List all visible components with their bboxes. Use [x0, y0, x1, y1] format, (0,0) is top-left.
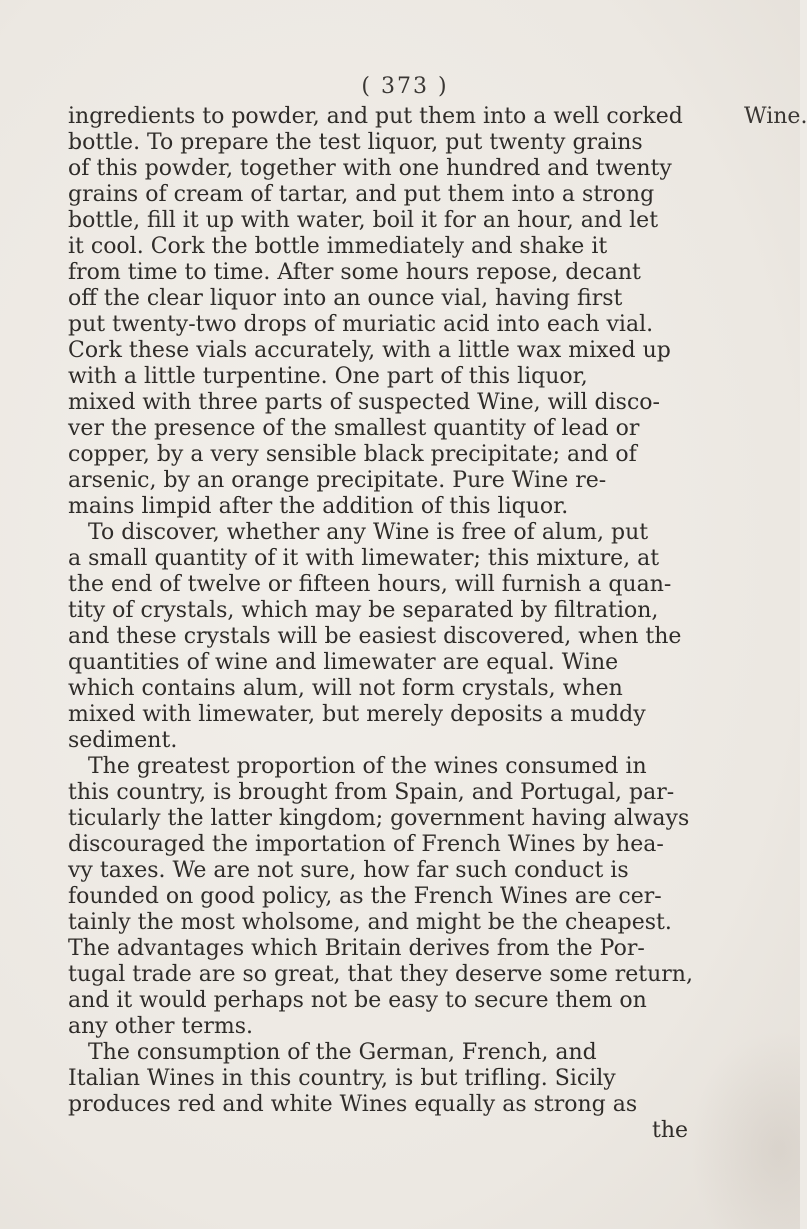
text-line: the [652, 1118, 689, 1143]
text-line: a small quantity of it with limewater; this mixture, at [68, 546, 660, 571]
text-line: arsenic, by an orange precipitate. Pure Wine re- [68, 468, 607, 493]
text-line: ver the presence of the smallest quantity of lead or [68, 416, 640, 441]
text-line: vy taxes. We are not sure, how far such conduct is [68, 858, 629, 883]
text-line: discouraged the importation of French Wines by hea- [68, 832, 664, 857]
margin-note: Wine. [744, 104, 807, 129]
text-line: off the clear liquor into an ounce vial, having first [68, 286, 623, 311]
page-number: ( 373 ) [361, 74, 449, 99]
text-line: any other terms. [68, 1014, 254, 1039]
text-line: quantities of wine and limewater are equal. Wine [68, 650, 619, 675]
text-line: copper, by a very sensible black precipitate; and of [68, 442, 637, 467]
text-line: of this powder, together with one hundred and twenty [68, 156, 672, 181]
text-line: produces red and white Wines equally as strong as [68, 1092, 638, 1117]
text-line: mixed with limewater, but merely deposits a muddy [68, 702, 646, 727]
text-line: ingredients to powder, and put them into a well corked [68, 104, 683, 129]
text-line: bottle, fill it up with water, boil it for an hour, and let [68, 208, 659, 233]
text-line: tity of crystals, which may be separated by filtration, [68, 598, 659, 623]
text-line: mains limpid after the addition of this liquor. [68, 494, 569, 519]
text-line: it cool. Cork the bottle immediately and shake it [68, 234, 608, 259]
text-line: Cork these vials accurately, with a little wax mixed up [68, 338, 671, 363]
text-line: founded on good policy, as the French Wines are cer- [68, 884, 662, 909]
text-line: The consumption of the German, French, and [88, 1040, 597, 1065]
text-line: The greatest proportion of the wines consumed in [88, 754, 647, 779]
text-line: tainly the most wholsome, and might be the cheapest. [68, 910, 672, 935]
text-line: grains of cream of tartar, and put them into a strong [68, 182, 655, 207]
text-line: which contains alum, will not form crystals, when [68, 676, 623, 701]
text-line: the end of twelve or fifteen hours, will furnish a quan- [68, 572, 672, 597]
text-line: and it would perhaps not be easy to secure them on [68, 988, 647, 1013]
text-line: sediment. [68, 728, 178, 753]
text-line: from time to time. After some hours repose, decant [68, 260, 641, 285]
text-line: bottle. To prepare the test liquor, put twenty grains [68, 130, 643, 155]
text-line: with a little turpentine. One part of this liquor, [68, 364, 588, 389]
text-line: To discover, whether any Wine is free of alum, put [88, 520, 649, 545]
text-line: The advantages which Britain derives from the Por- [68, 936, 645, 961]
paper-bleed-through [690, 1030, 800, 1229]
text-line: mixed with three parts of suspected Wine, will disco- [68, 390, 660, 415]
text-line: tugal trade are so great, that they deserve some return, [68, 962, 693, 987]
text-line: and these crystals will be easiest discovered, when the [68, 624, 682, 649]
text-line: put twenty-two drops of muriatic acid into each vial. [68, 312, 654, 337]
text-line: Italian Wines in this country, is but trifling. Sicily [68, 1066, 616, 1091]
text-line: this country, is brought from Spain, and Portugal, par- [68, 780, 675, 805]
text-line: ticularly the latter kingdom; government having always [68, 806, 690, 831]
